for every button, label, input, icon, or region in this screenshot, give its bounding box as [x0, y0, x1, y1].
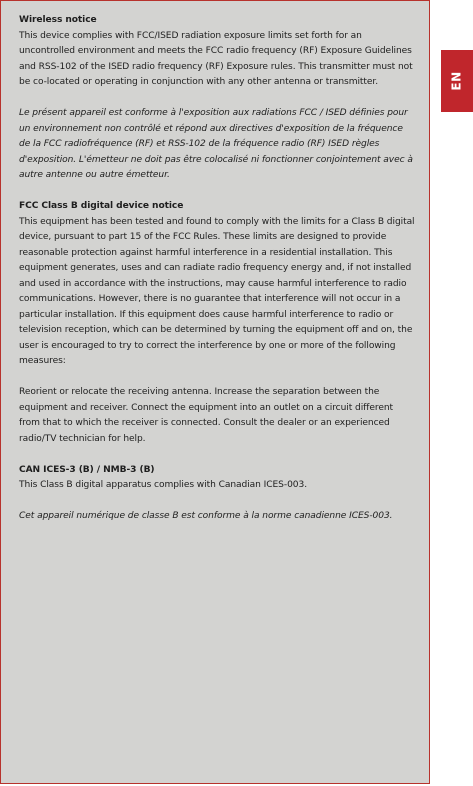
language-tab-strip [430, 0, 473, 786]
language-tab [441, 50, 473, 112]
fcc-notice-section [19, 199, 415, 370]
wireless-notice-french-section [19, 106, 415, 184]
wireless-notice-body-french: Le présent appareil est conforme à l'exposition aux radiations FCC / ISED définies pour un environnement non contrôlé et répond aux directives d'exposition de la fréquence de la FCC radiofréquence (RF) et RSS-102 de la fréquence radio (RF) ISED règles d'exposition. L'émetteur ne doit pas être colocalisé ni fonctionner conjointement avec à autre antenne ou autre émetteur. [19, 108, 413, 180]
fcc-measures-section [19, 385, 415, 447]
ices-notice-body-french: Cet appareil numérique de classe B est conforme à la norme canadienne ICES-003. [19, 511, 393, 521]
fcc-notice-measures: Reorient or relocate the receiving antenna. Increase the separation between the equipment and receiver. Connect the equipment into an outlet on a circuit different from that to which the receiver is connected. Consult the dealer or an experienced radio/TV technician for help. [19, 387, 394, 444]
notice-content [19, 13, 415, 540]
fcc-notice-heading: FCC Class B digital device notice [19, 201, 184, 211]
language-tab-label: EN [450, 71, 464, 91]
ices-notice-body: This Class B digital apparatus complies with Canadian ICES-003. [19, 480, 308, 490]
wireless-notice-section [19, 13, 415, 91]
fcc-notice-body: This equipment has been tested and found to comply with the limits for a Class B digital device, pursuant to part 15 of the FCC Rules. These limits are designed to provide reasonable protection against harmful interference in a residential installation. This equipment generates, uses and can radiate radio frequency energy and, if not installed and used in accordance with the instructions, may cause harmful interference to radio communications. However, there is no guarantee that interference will not occur in a particular installation. If this equipment does cause harmful interference to radio or television reception, which can be determined by turning the equipment off and on, the user is encouraged to try to correct the interference by one or more of the following measures: [19, 216, 415, 366]
wireless-notice-heading: Wireless notice [19, 15, 97, 25]
ices-notice-section [19, 463, 415, 494]
wireless-notice-body: This device complies with FCC/ISED radiation exposure limits set forth for an uncontrolled environment and meets the FCC radio frequency (RF) Exposure Guidelines and RSS-102 of the ISED radio frequency (RF) Exposure rules. This transmitter must not be co-located or operating in conjunction with any other antenna or transmitter. [19, 30, 413, 87]
ices-notice-heading: CAN ICES-3 (B) / NMB-3 (B) [19, 464, 155, 475]
ices-notice-french-section [19, 509, 415, 525]
